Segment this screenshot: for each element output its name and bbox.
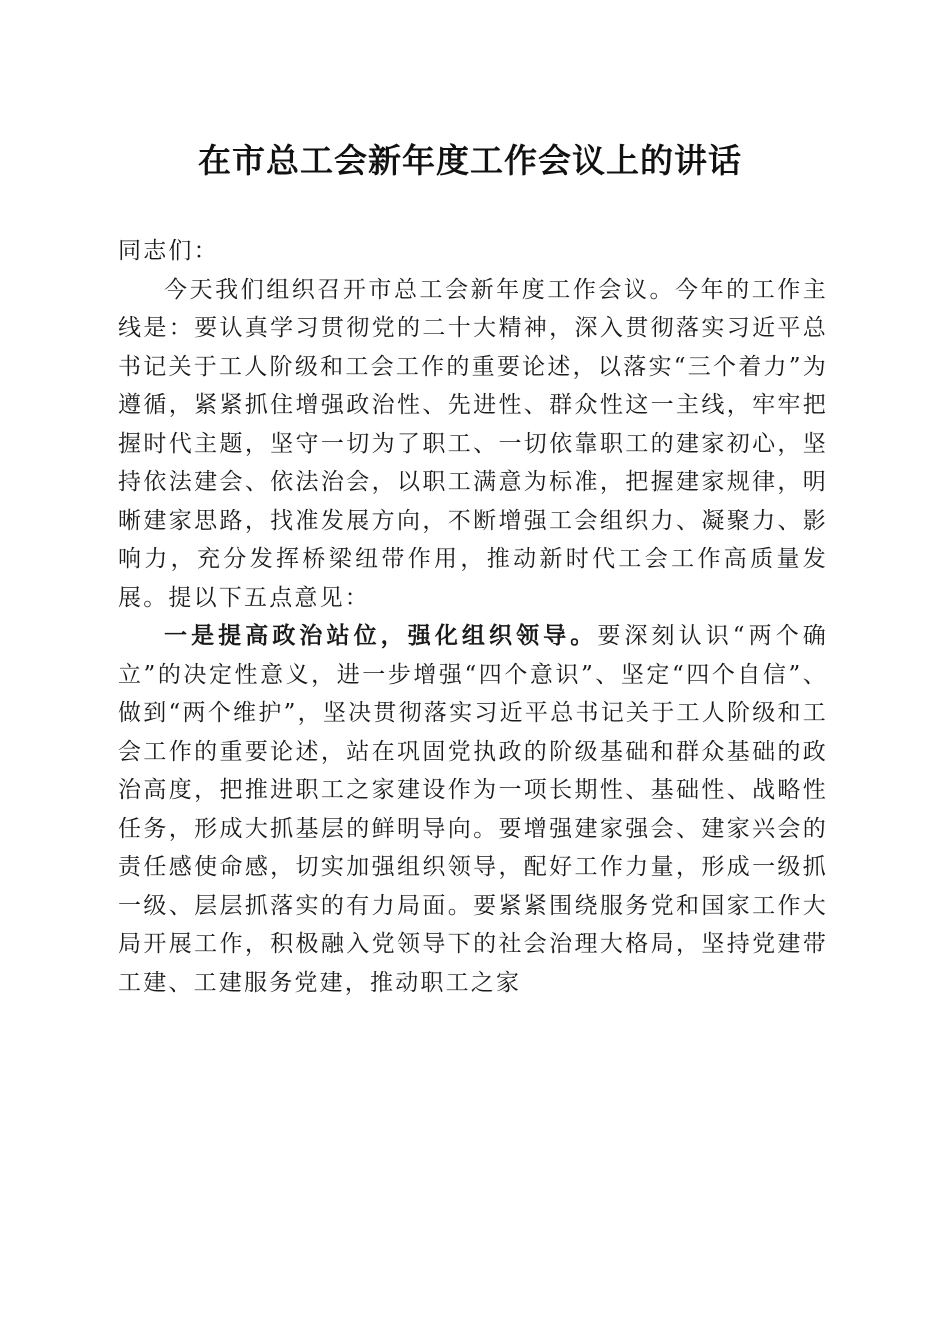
document-body	[118, 232, 828, 1002]
paragraph-point-one-body: 要深刻认识“两个确立”的决定性意义，进一步增强“四个意识”、坚定“四个自信”、做到“两个维护”，坚决贯彻落实习近平总书记关于工人阶级和工会工作的重要论述，站在巩固党执政的阶级基础和群众基础的政治高度，把推进职工之家建设作为一项长期性、基础性、战略性任务，形成大抓基层的鲜明导向。要增强建家强会、建家兴会的责任感使命感，切实加强组织领导，配好工作力量，形成一级抓一级、层层抓落实的有力局面。要紧紧围绕服务党和国家工作大局开展工作，积极融入党领导下的社会治理大格局，坚持党建带工建、工建服务党建，推动职工之家	[118, 623, 828, 996]
paragraph-point-one-lead: 一是提高政治站位，强化组织领导。	[164, 622, 598, 649]
document-title: 在市总工会新年度工作会议上的讲话	[198, 141, 742, 180]
paragraph-point-one	[118, 617, 828, 1002]
salutation: 同志们：	[118, 238, 219, 264]
paragraph-intro: 今天我们组织召开市总工会新年度工作会议。今年的工作主线是：要认真学习贯彻党的二十大精神，深入贯彻落实习近平总书记关于工人阶级和工会工作的重要论述，以落实“三个着力”为遵循，紧紧抓住增强政治性、先进性、群众性这一主线，牢牢把握时代主题，坚守一切为了职工、一切依靠职工的建家初心，坚持依法建会、依法治会，以职工满意为标准，把握建家规律，明晰建家思路，找准发展方向，不断增强工会组织力、凝聚力、影响力，充分发挥桥梁纽带作用，推动新时代工会工作高质量发展。提以下五点意见：	[118, 276, 828, 611]
